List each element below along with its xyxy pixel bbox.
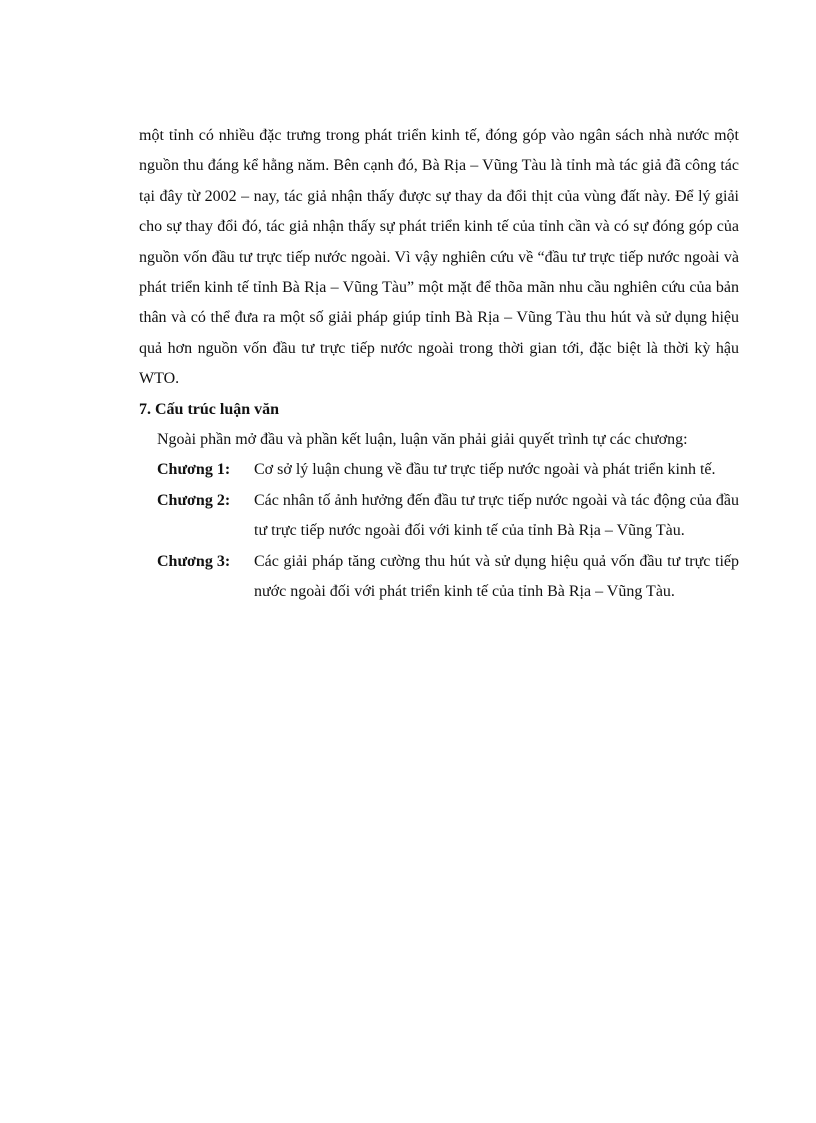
section-heading: 7. Cấu trúc luận văn <box>139 400 280 418</box>
chapter-description: Cơ sở lý luận chung về đầu tư trực tiếp nước ngoài và phát triển kinh tế. <box>254 461 716 479</box>
chapter-item-2 <box>139 486 739 547</box>
body-paragraph: một tỉnh có nhiều đặc trưng trong phát triển kinh tế, đóng góp vào ngân sách nhà nước một nguồn thu đáng kể hằng năm. Bên cạnh đó, Bà Rịa – Vũng Tàu là tỉnh mà tác giả đã công tác tại đây từ 2002 – nay, tác giả nhận thấy được sự thay da đổi thịt của vùng đất này. Để lý giải cho sự thay đổi đó, tác giả nhận thấy sự phát triển kinh tế của tỉnh cần và có sự đóng góp của nguồn vốn đầu tư trực tiếp nước ngoài. Vì vậy nghiên cứu về “đầu tư trực tiếp nước ngoài và phát triển kinh tế tỉnh Bà Rịa – Vũng Tàu” một mặt để thõa mãn nhu cầu nghiên cứu của bản thân và có thể đưa ra một số giải pháp giúp tỉnh Bà Rịa – Vũng Tàu thu hút và sử dụng hiệu quả hơn nguồn vốn đầu tư trực tiếp nước ngoài trong thời gian tới, đặc biệt là thời kỳ hậu WTO. <box>139 127 739 388</box>
chapter-description: Các giải pháp tăng cường thu hút và sử dụng hiệu quả vốn đầu tư trực tiếp nước ngoài đối với phát triển kinh tế của tỉnh Bà Rịa – Vũng Tàu. <box>254 552 739 601</box>
chapter-label: Chương 1: <box>157 461 231 479</box>
chapter-description: Các nhân tố ảnh hưởng đến đầu tư trực tiếp nước ngoài và tác động của đầu tư trực tiếp nước ngoài đối với kinh tế của tỉnh Bà Rịa – Vũng Tàu. <box>254 491 739 540</box>
chapter-item-3 <box>139 547 739 608</box>
body-text <box>139 121 739 608</box>
chapter-label: Chương 3: <box>157 552 231 570</box>
chapter-item-1 <box>139 455 739 485</box>
chapter-label: Chương 2: <box>157 491 231 509</box>
chapter-intro: Ngoài phần mở đầu và phần kết luận, luận văn phải giải quyết trình tự các chương: <box>157 431 688 449</box>
